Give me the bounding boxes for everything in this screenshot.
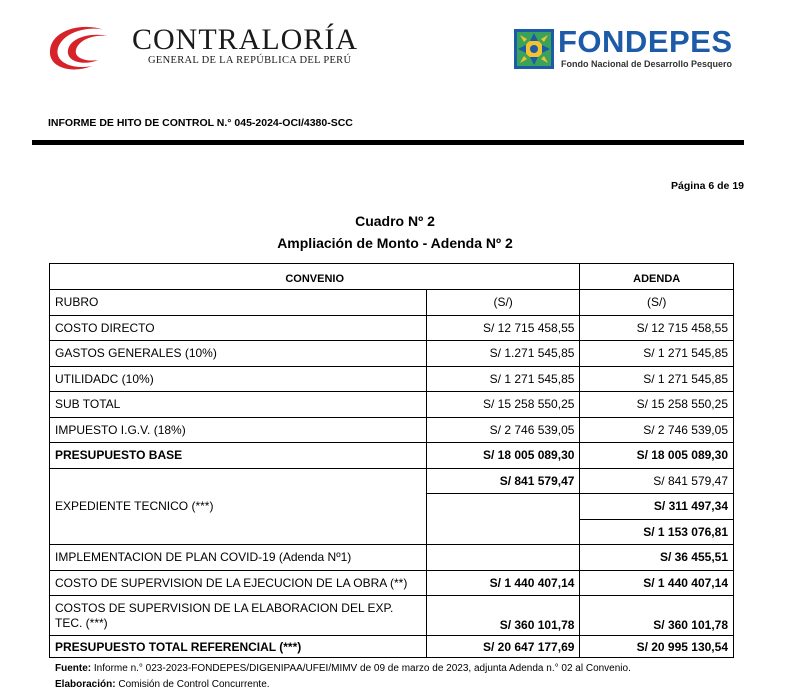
table-row <box>50 596 734 636</box>
adenda-cell: S/ 841 579,47 <box>580 468 734 494</box>
table-title: Cuadro Nº 2 <box>355 213 435 229</box>
table-row <box>50 392 734 418</box>
adenda-cell: S/ 1 440 407,14 <box>580 570 734 596</box>
convenio-cell: S/ 360 101,78 <box>426 596 580 636</box>
adenda-cell: S/ 1 271 545,85 <box>580 341 734 367</box>
header-convenio: CONVENIO <box>50 264 580 290</box>
adenda-cell: S/ 15 258 550,25 <box>580 392 734 418</box>
budget-table <box>49 263 734 658</box>
adenda-cell: S/ 360 101,78 <box>580 596 734 636</box>
convenio-cell: S/ 12 715 458,55 <box>426 315 580 341</box>
row-label: COSTO DE SUPERVISION DE LA EJECUCION DE LA OBRA (**) <box>50 570 427 596</box>
convenio-cell-empty <box>426 519 580 545</box>
table-subtitle: Ampliación de Monto - Adenda Nº 2 <box>277 235 513 251</box>
table-row <box>50 417 734 443</box>
report-id: INFORME DE HITO DE CONTROL N.° 045-2024-OCI/4380-SCC <box>48 117 353 129</box>
table-row-total <box>50 636 734 658</box>
fondepes-subtitle: Fondo Nacional de Desarrollo Pesquero <box>561 59 733 69</box>
adenda-cell: S/ 1 153 076,81 <box>580 519 734 545</box>
source-text: Informe n.° 023-2023-FONDEPES/DIGENIPAA/UFEI/MIMV de 09 de marzo de 2023, adjunta Adenda n.° 02 al Convenio. <box>91 663 631 674</box>
row-label: UTILIDADC (10%) <box>50 366 427 392</box>
adenda-cell: S/ 311 497,34 <box>580 494 734 520</box>
header-adenda: ADENDA <box>580 264 734 290</box>
table-header-row <box>50 264 734 290</box>
row-label: COSTO DIRECTO <box>50 315 427 341</box>
fondepes-name: FONDEPES <box>558 24 733 59</box>
convenio-cell: (S/) <box>426 290 580 316</box>
contraloria-name: CONTRALORÍA <box>132 23 358 56</box>
row-label: PRESUPUESTO BASE <box>50 443 427 469</box>
row-label: SUB TOTAL <box>50 392 427 418</box>
table-row-presupuesto-base <box>50 443 734 469</box>
convenio-cell: S/ 20 647 177,69 <box>426 636 580 658</box>
row-label: GASTOS GENERALES (10%) <box>50 341 427 367</box>
contraloria-logo <box>42 20 372 80</box>
table-row <box>50 341 734 367</box>
convenio-cell: S/ 841 579,47 <box>426 468 580 494</box>
table-row-expediente <box>50 468 734 494</box>
table-row <box>50 315 734 341</box>
header-rule <box>32 140 744 145</box>
elaboracion-text: Comisión de Control Concurrente. <box>115 679 270 690</box>
convenio-cell: S/ 1 271 545,85 <box>426 366 580 392</box>
row-label: IMPLEMENTACION DE PLAN COVID-19 (Adenda Nº1) <box>50 545 427 571</box>
convenio-cell-empty <box>426 494 580 520</box>
row-label: RUBRO <box>50 290 427 316</box>
table-row <box>50 290 734 316</box>
contraloria-swoosh-icon <box>42 20 128 76</box>
convenio-cell <box>426 545 580 571</box>
source-note <box>55 663 631 674</box>
contraloria-subtitle: GENERAL DE LA REPÚBLICA DEL PERÚ <box>148 55 352 66</box>
adenda-cell: S/ 20 995 130,54 <box>580 636 734 658</box>
table-row <box>50 545 734 571</box>
table-row <box>50 570 734 596</box>
convenio-cell: S/ 1.271 545,85 <box>426 341 580 367</box>
fondepes-logo <box>514 26 754 76</box>
row-label: IMPUESTO I.G.V. (18%) <box>50 417 427 443</box>
row-label: PRESUPUESTO TOTAL REFERENCIAL (***) <box>50 636 427 658</box>
source-label: Fuente: <box>55 663 92 674</box>
page-number: Página 6 de 19 <box>671 180 744 192</box>
elaboracion-note <box>55 679 270 690</box>
row-label: COSTOS DE SUPERVISION DE LA ELABORACION DEL EXP. TEC. (***) <box>50 596 427 636</box>
convenio-cell: S/ 2 746 539,05 <box>426 417 580 443</box>
row-label: EXPEDIENTE TECNICO (***) <box>50 468 427 545</box>
table-row <box>50 366 734 392</box>
adenda-cell: S/ 1 271 545,85 <box>580 366 734 392</box>
adenda-cell: (S/) <box>580 290 734 316</box>
adenda-cell: S/ 12 715 458,55 <box>580 315 734 341</box>
convenio-cell: S/ 15 258 550,25 <box>426 392 580 418</box>
convenio-cell: S/ 1 440 407,14 <box>426 570 580 596</box>
adenda-cell: S/ 2 746 539,05 <box>580 417 734 443</box>
convenio-cell: S/ 18 005 089,30 <box>426 443 580 469</box>
adenda-cell: S/ 18 005 089,30 <box>580 443 734 469</box>
fondepes-emblem-icon <box>514 29 554 69</box>
adenda-cell: S/ 36 455,51 <box>580 545 734 571</box>
elaboracion-label: Elaboración: <box>55 679 116 690</box>
